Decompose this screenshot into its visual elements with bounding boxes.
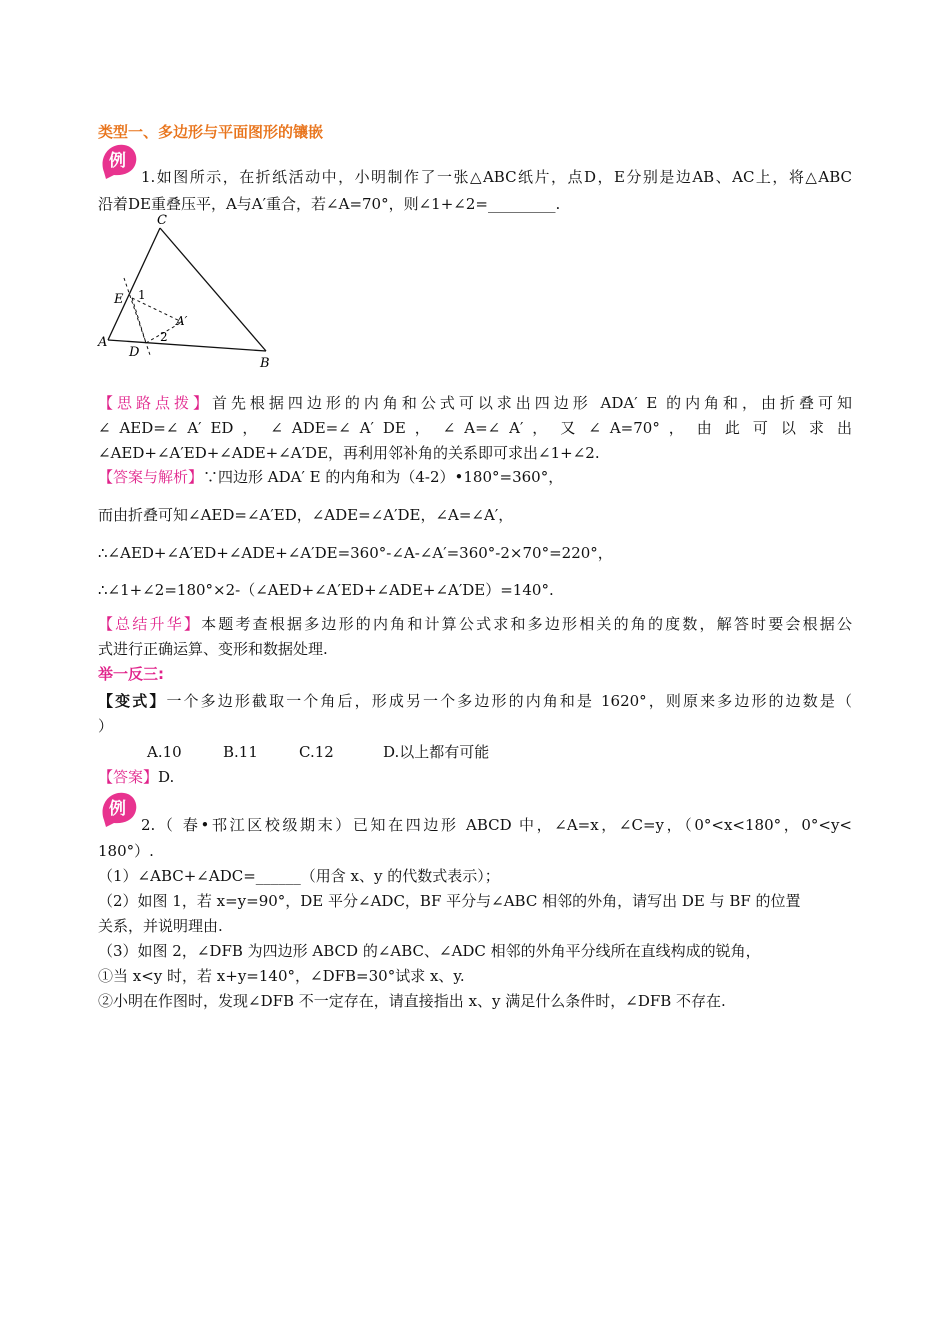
label-angle-2: 2 [160,330,168,344]
answer-tag: 【答案与解析】 [98,468,204,486]
summary-text1: 本题考查根据多边形的内角和计算公式求和多边形相关的角的度数，解答时要会根据公 [201,615,852,633]
section-title: 类型一、多边形与平面图形的镶嵌 [98,123,324,141]
hint-text1: 首先根据四边形的内角和公式可以求出四边形 ADA′ E 的内角和，由折叠可知 [211,394,852,412]
answer-text1: ∵四边形 ADA′ E 的内角和为（4-2）•180°=360°， [203,468,564,486]
option-b: B.11 [223,743,258,761]
hint-tag: 【思路点拨】 [98,394,212,412]
hint-line2: ∠ AED=∠ A′ ED ， ∠ ADE=∠ A′ DE ， ∠ A=∠ A′ ， 又 ∠ A=70° ， 由 此 可 以 求 出 [98,419,852,437]
answer-line4: ∴∠1+∠2=180°×2-（∠AED+∠A′ED+∠ADE+∠A′DE）=140°. [98,581,554,599]
label-C: C [157,213,167,228]
label-A-prime: A′ [176,314,188,328]
answer-line3: ∴∠AED+∠A′ED+∠ADE+∠A′DE=360°-∠A-∠A′=360°-2×70°=220°， [98,544,613,562]
hint-line1 [98,393,852,413]
label-angle-1: 1 [138,288,146,302]
answer-line2: 而由折叠可知∠AED=∠A′ED，∠ADE=∠A′DE，∠A=∠A′， [98,506,514,524]
label-D: D [129,345,140,360]
q2-line3: （1）∠ABC+∠ADC=______（用含 x、y 的代数式表示）； [98,867,500,885]
option-c: C.12 [299,743,334,761]
badge-char: 例 [109,799,126,819]
variant-answer-tag: 【答案】 [98,768,159,786]
example-badge-icon [98,142,140,180]
variant-line2: ） [98,717,114,735]
variant-text1: 一个多边形截取一个角后，形成另一个多边形的内角和是 1620°，则原来多边形的边数是（ [166,692,852,710]
folded-triangle-figure [94,210,284,375]
q2-line5: 关系，并说明理由. [98,917,223,935]
variant-answer [98,767,174,787]
answer-line1 [98,467,563,487]
q2-line8: ②小明在作图时，发现∠DFB 不一定存在，请直接指出 x、y 满足什么条件时，∠DFB 不存在. [98,992,726,1010]
q2-line7: ①当 x<y 时，若 x+y=140°，∠DFB=30°试求 x、y. [98,967,465,985]
q1-line2: 沿着DE重叠压平，A与A′重合，若∠A=70°，则∠1+∠2=_________. [98,195,561,213]
variant-tag: 【变式】 [98,692,167,710]
label-B: B [260,356,270,371]
q2-line2: 180°）. [98,842,154,860]
summary-line2: 式进行正确运算、变形和数据处理. [98,640,328,658]
q2-line4: （2）如图 1，若 x=y=90°，DE 平分∠ADC，BF 平分与∠ABC 相邻的外角，请写出 DE 与 BF 的位置 [98,892,801,910]
label-A: A [98,335,108,350]
q2-line1: 2.（ 春•邗江区校级期末）已知在四边形 ABCD 中，∠A=x，∠C=y，（0°<x<180°，0°<y< [141,816,852,834]
hint-line3: ∠AED+∠A′ED+∠ADE+∠A′DE，再利用邻补角的关系即可求出∠1+∠2. [98,444,600,462]
variant-answer-value: D. [158,768,175,786]
summary-line1 [98,614,852,634]
label-E: E [114,292,124,307]
practice-title: 举一反三: [98,665,164,683]
summary-tag: 【总结升华】 [98,615,202,633]
q1-line1: 1.如图所示，在折纸活动中，小明制作了一张△ABC纸片，点D，E分别是边AB、AC上，将△ABC [141,168,852,186]
example-badge-icon [98,790,140,828]
option-a: A.10 [147,743,182,761]
q2-line6: （3）如图 2，∠DFB 为四边形 ABCD 的∠ABC、∠ADC 相邻的外角平分线所在直线构成的锐角， [98,942,761,960]
option-d: D.以上都有可能 [383,743,490,761]
badge-char: 例 [109,151,126,171]
variant-line1 [98,691,852,711]
